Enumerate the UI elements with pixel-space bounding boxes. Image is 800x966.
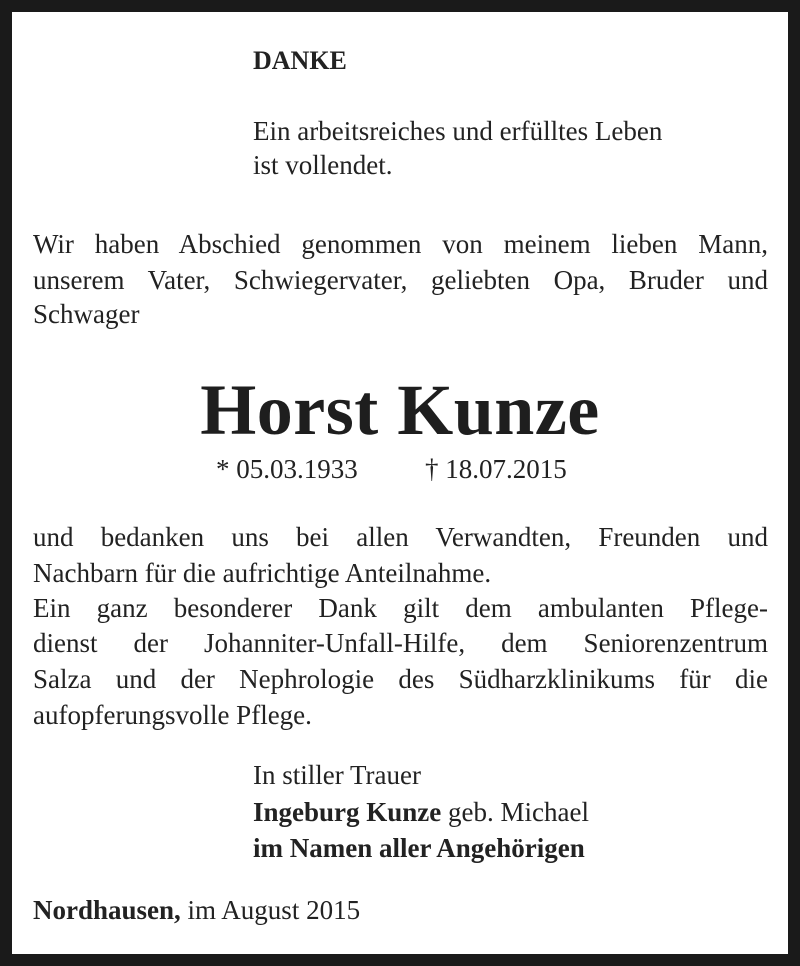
intro-line: ist vollendet. — [253, 150, 393, 180]
intro-line: Ein arbeitsreiches und erfülltes Leben — [253, 116, 663, 146]
death-date: † 18.07.2015 — [425, 454, 567, 484]
birth-date: * 05.03.1933 — [216, 454, 358, 484]
mourning-family-line: im Namen aller Angehörigen — [253, 833, 585, 863]
mourning-line: In stiller Trauer — [253, 760, 421, 790]
mourner-name-line — [253, 794, 589, 830]
closing-place: Nordhausen, — [33, 895, 181, 925]
thanks-line: aufopferungsvolle Pflege. — [33, 700, 312, 730]
farewell-line: Wir haben Abschied genommen von meinem lieben Mann, — [33, 229, 768, 259]
thanks-line: Nachbarn für die aufrichtige Anteilnahme. — [33, 558, 492, 588]
deceased-name: Horst Kunze — [200, 370, 600, 450]
farewell-line: unserem Vater, Schwiegervater, geliebten Opa, Bruder und — [33, 265, 768, 295]
farewell-line: Schwager — [33, 299, 140, 329]
closing-date: im August 2015 — [180, 895, 361, 925]
thanks-line: und bedanken uns bei allen Verwandten, Freunden und — [33, 522, 768, 552]
mourner-maiden-name: geb. Michael — [441, 797, 589, 827]
notice-heading: DANKE — [253, 46, 347, 75]
closing-line — [33, 892, 360, 928]
thanks-line: Ein ganz besonderer Dank gilt dem ambulanten Pflege- — [33, 593, 768, 623]
mourner-name: Ingeburg Kunze — [253, 797, 442, 827]
thanks-line: dienst der Johanniter-Unfall-Hilfe, dem Seniorenzentrum — [33, 628, 768, 658]
thanks-line: Salza und der Nephrologie des Südharzklinikums für die — [33, 664, 768, 694]
